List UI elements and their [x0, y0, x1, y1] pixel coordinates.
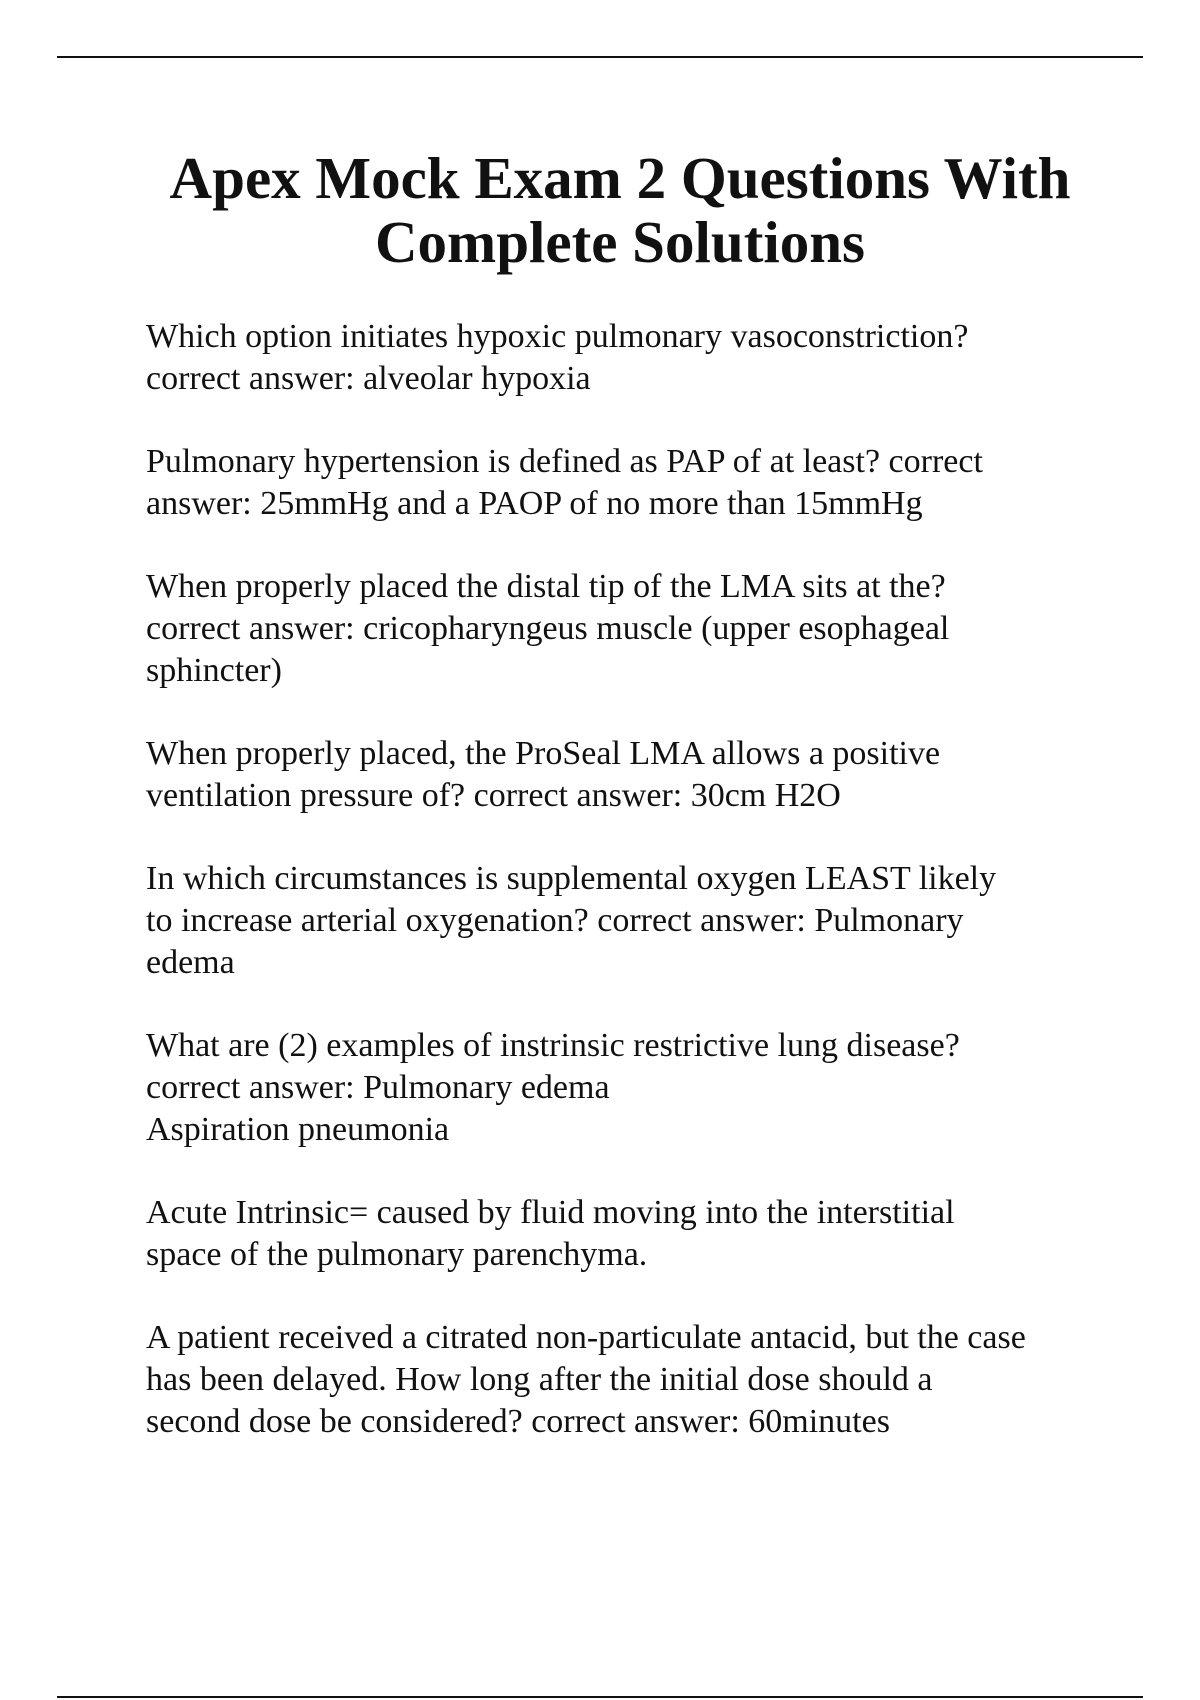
qa-line: to increase arterial oxygenation? correct answer: Pulmonary — [146, 902, 964, 939]
qa-line: edema — [146, 944, 235, 981]
qa-entry — [146, 733, 1096, 817]
qa-line: second dose be considered? correct answer: 60minutes — [146, 1403, 890, 1440]
qa-line: sphincter) — [146, 652, 282, 689]
qa-entry — [146, 1192, 1096, 1276]
qa-line: What are (2) examples of instrinsic restrictive lung disease? — [146, 1027, 960, 1064]
qa-entry — [146, 1317, 1096, 1443]
qa-entry — [146, 316, 1096, 400]
title-line-2: Complete Solutions — [374, 209, 866, 275]
qa-entry — [146, 441, 1096, 525]
qa-line: When properly placed the distal tip of the LMA sits at the? — [146, 568, 946, 605]
qa-line: In which circumstances is supplemental oxygen LEAST likely — [146, 860, 997, 897]
qa-entry — [146, 1025, 1096, 1151]
document-title — [100, 146, 1140, 274]
top-divider — [57, 56, 1143, 58]
qa-line: A patient received a citrated non-particulate antacid, but the case — [146, 1319, 1026, 1356]
qa-line: has been delayed. How long after the initial dose should a — [146, 1361, 933, 1398]
qa-line: Acute Intrinsic= caused by fluid moving into the interstitial — [146, 1194, 955, 1231]
qa-entry — [146, 858, 1096, 984]
qa-entry — [146, 566, 1096, 692]
qa-line: When properly placed, the ProSeal LMA allows a positive — [146, 735, 941, 772]
qa-line: correct answer: cricopharyngeus muscle (upper esophageal — [146, 610, 950, 647]
qa-line: answer: 25mmHg and a PAOP of no more than 15mmHg — [146, 485, 923, 522]
title-line-1: Apex Mock Exam 2 Questions With — [169, 145, 1071, 211]
qa-line: correct answer: alveolar hypoxia — [146, 360, 591, 397]
qa-line: Which option initiates hypoxic pulmonary vasoconstriction? — [146, 318, 969, 355]
qa-list — [146, 316, 1096, 1484]
qa-line: correct answer: Pulmonary edema — [146, 1069, 610, 1106]
qa-line: space of the pulmonary parenchyma. — [146, 1236, 648, 1273]
qa-line: ventilation pressure of? correct answer: 30cm H2O — [146, 777, 841, 814]
qa-line: Pulmonary hypertension is defined as PAP of at least? correct — [146, 443, 983, 480]
qa-line: Aspiration pneumonia — [146, 1111, 450, 1148]
bottom-divider — [57, 1696, 1143, 1698]
